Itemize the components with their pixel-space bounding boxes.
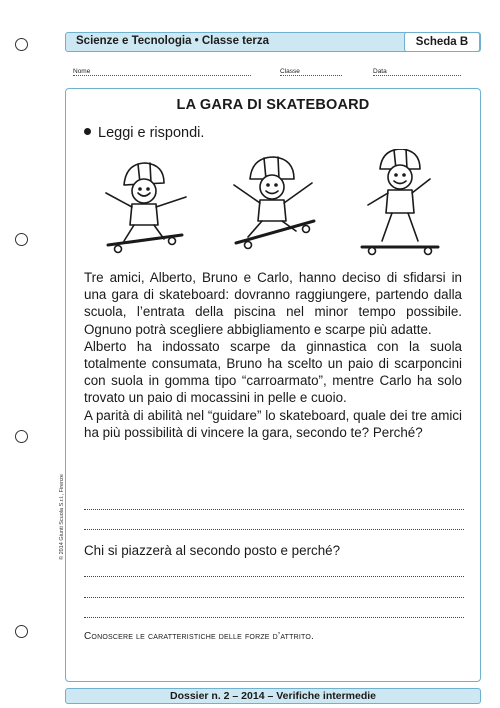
subject-title: Scienze e Tecnologia • Classe terza bbox=[76, 35, 270, 47]
scheda-badge: Scheda B bbox=[404, 32, 480, 52]
answer-line[interactable] bbox=[84, 576, 464, 577]
footer-bar: Dossier n. 2 – 2014 – Verifiche intermedie bbox=[65, 688, 481, 704]
class-field[interactable] bbox=[280, 68, 342, 76]
skateboard-kid-illustration bbox=[216, 149, 331, 259]
learning-objective: Conoscere le caratteristiche delle forze d’attrito. bbox=[84, 631, 315, 642]
story-paragraph: Alberto ha indossato scarpe da ginnastica con la suola totalmente consumata, Bruno ha scelto un paio di scarponcini con suola in gomma tipo “carroarmato”, mentre Carlo ha solo trovato un paio di mocassini in pelle e cuoio. bbox=[84, 338, 462, 406]
answer-line[interactable] bbox=[84, 597, 464, 598]
class-label: Classe bbox=[280, 68, 300, 75]
answer-line[interactable] bbox=[84, 529, 464, 530]
instruction bbox=[84, 125, 204, 141]
punch-hole-lower bbox=[15, 430, 28, 443]
answer-line[interactable] bbox=[84, 617, 464, 618]
punch-hole-bottom bbox=[15, 625, 28, 638]
story-paragraph: Tre amici, Alberto, Bruno e Carlo, hanno deciso di sfidarsi in una gara di skateboard: dovranno raggiungere, partendo dalla scuola, l’entrata della piscina nel minor tempo possibile. Ognuno potrà scegliere abbigliamento e scarpe più adatte. bbox=[84, 270, 462, 337]
header-bar bbox=[65, 32, 481, 52]
date-label: Data bbox=[373, 68, 387, 75]
answer-line[interactable] bbox=[84, 509, 464, 510]
instruction-text: Leggi e rispondi. bbox=[98, 125, 205, 141]
skateboard-kid-illustration bbox=[94, 149, 204, 259]
story-text bbox=[84, 269, 462, 441]
name-label: Nome bbox=[73, 68, 91, 75]
name-field[interactable] bbox=[73, 68, 251, 76]
student-info-row bbox=[65, 68, 481, 80]
date-field[interactable] bbox=[373, 68, 461, 76]
punch-hole-middle bbox=[15, 233, 28, 246]
question-2: Chi si piazzerà al secondo posto e perché? bbox=[84, 543, 341, 558]
punch-hole-top bbox=[15, 38, 28, 51]
bullet-icon bbox=[84, 128, 91, 135]
copyright-notice: © 2014 Giunti Scuola S.r.l., Firenze bbox=[59, 474, 65, 560]
worksheet-box bbox=[65, 88, 481, 682]
skateboard-kid-illustration bbox=[346, 149, 456, 265]
worksheet-title: LA GARA DI SKATEBOARD bbox=[176, 97, 370, 113]
question-1: A parità di abilità nel “guidare” lo skateboard, quale dei tre amici ha più possibilità di vincere la gara, secondo te? Perché? bbox=[84, 407, 462, 440]
